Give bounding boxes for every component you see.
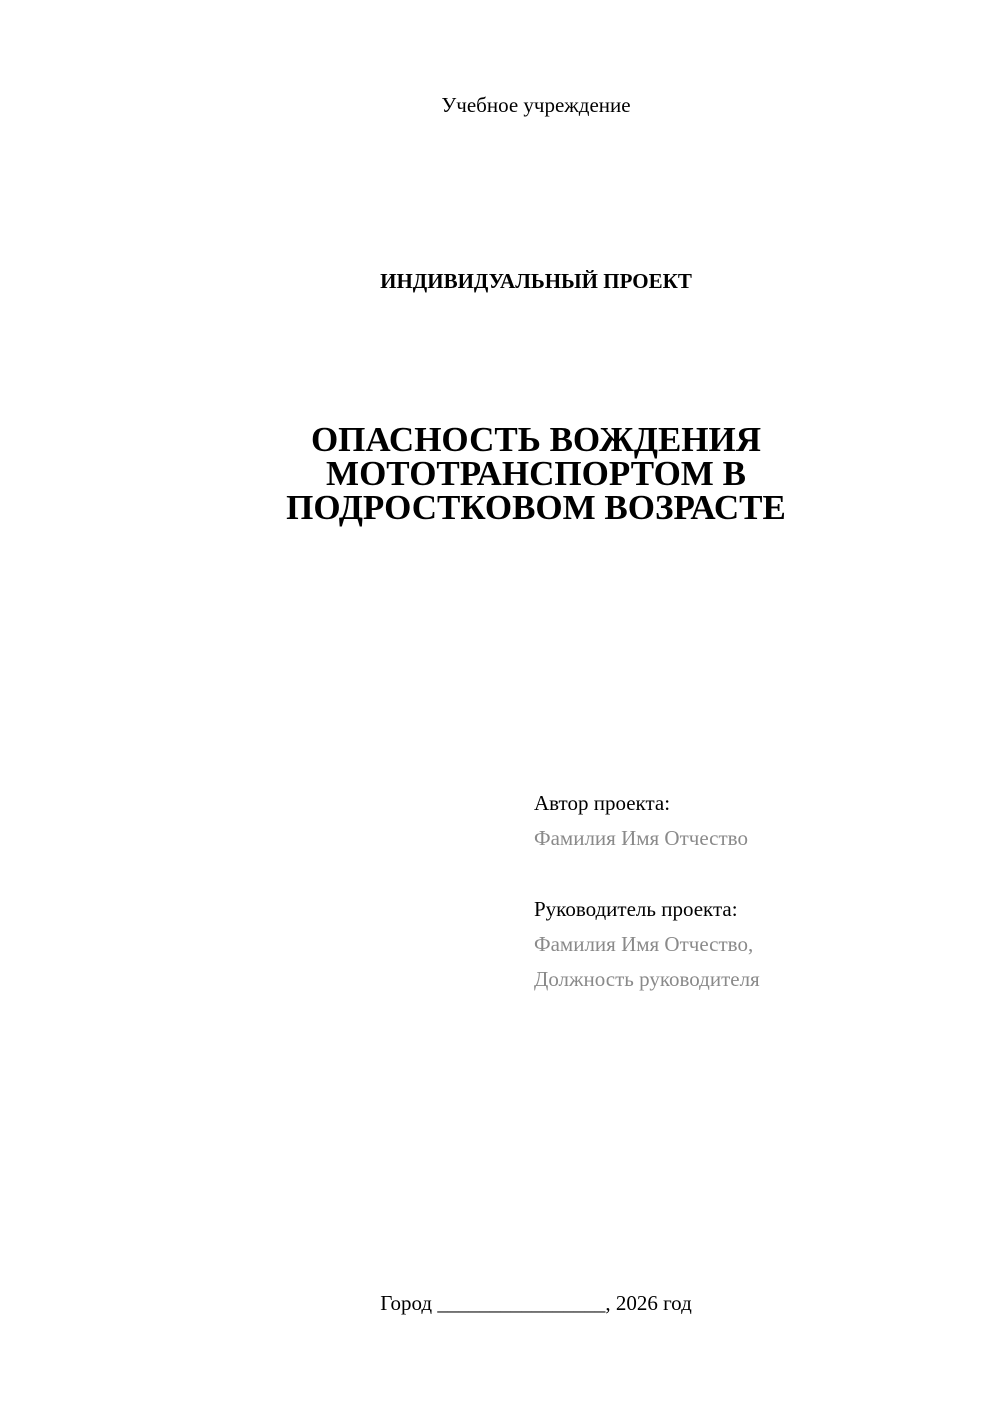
project-title-line-1: ОПАСНОСТЬ ВОЖДЕНИЯ <box>310 420 762 459</box>
project-title-line-2: МОТОТРАНСПОРТОМ В <box>326 454 746 493</box>
institution-name: Учебное учреждение <box>441 93 631 117</box>
supervisor-name: Фамилия Имя Отчество, <box>534 932 754 956</box>
author-name: Фамилия Имя Отчество <box>534 826 748 850</box>
project-title-line-3: ПОДРОСТКОВОМ ВОЗРАСТЕ <box>286 488 786 527</box>
city-year-line: Город ________________, 2026 год <box>380 1291 692 1315</box>
document-type: ИНДИВИДУАЛЬНЫЙ ПРОЕКТ <box>380 269 692 293</box>
project-title <box>236 420 836 527</box>
author-block <box>534 786 748 856</box>
supervisor-block <box>534 892 760 997</box>
supervisor-position: Должность руководителя <box>534 967 760 991</box>
author-label: Автор проекта: <box>534 791 671 815</box>
supervisor-label: Руководитель проекта: <box>534 897 738 921</box>
